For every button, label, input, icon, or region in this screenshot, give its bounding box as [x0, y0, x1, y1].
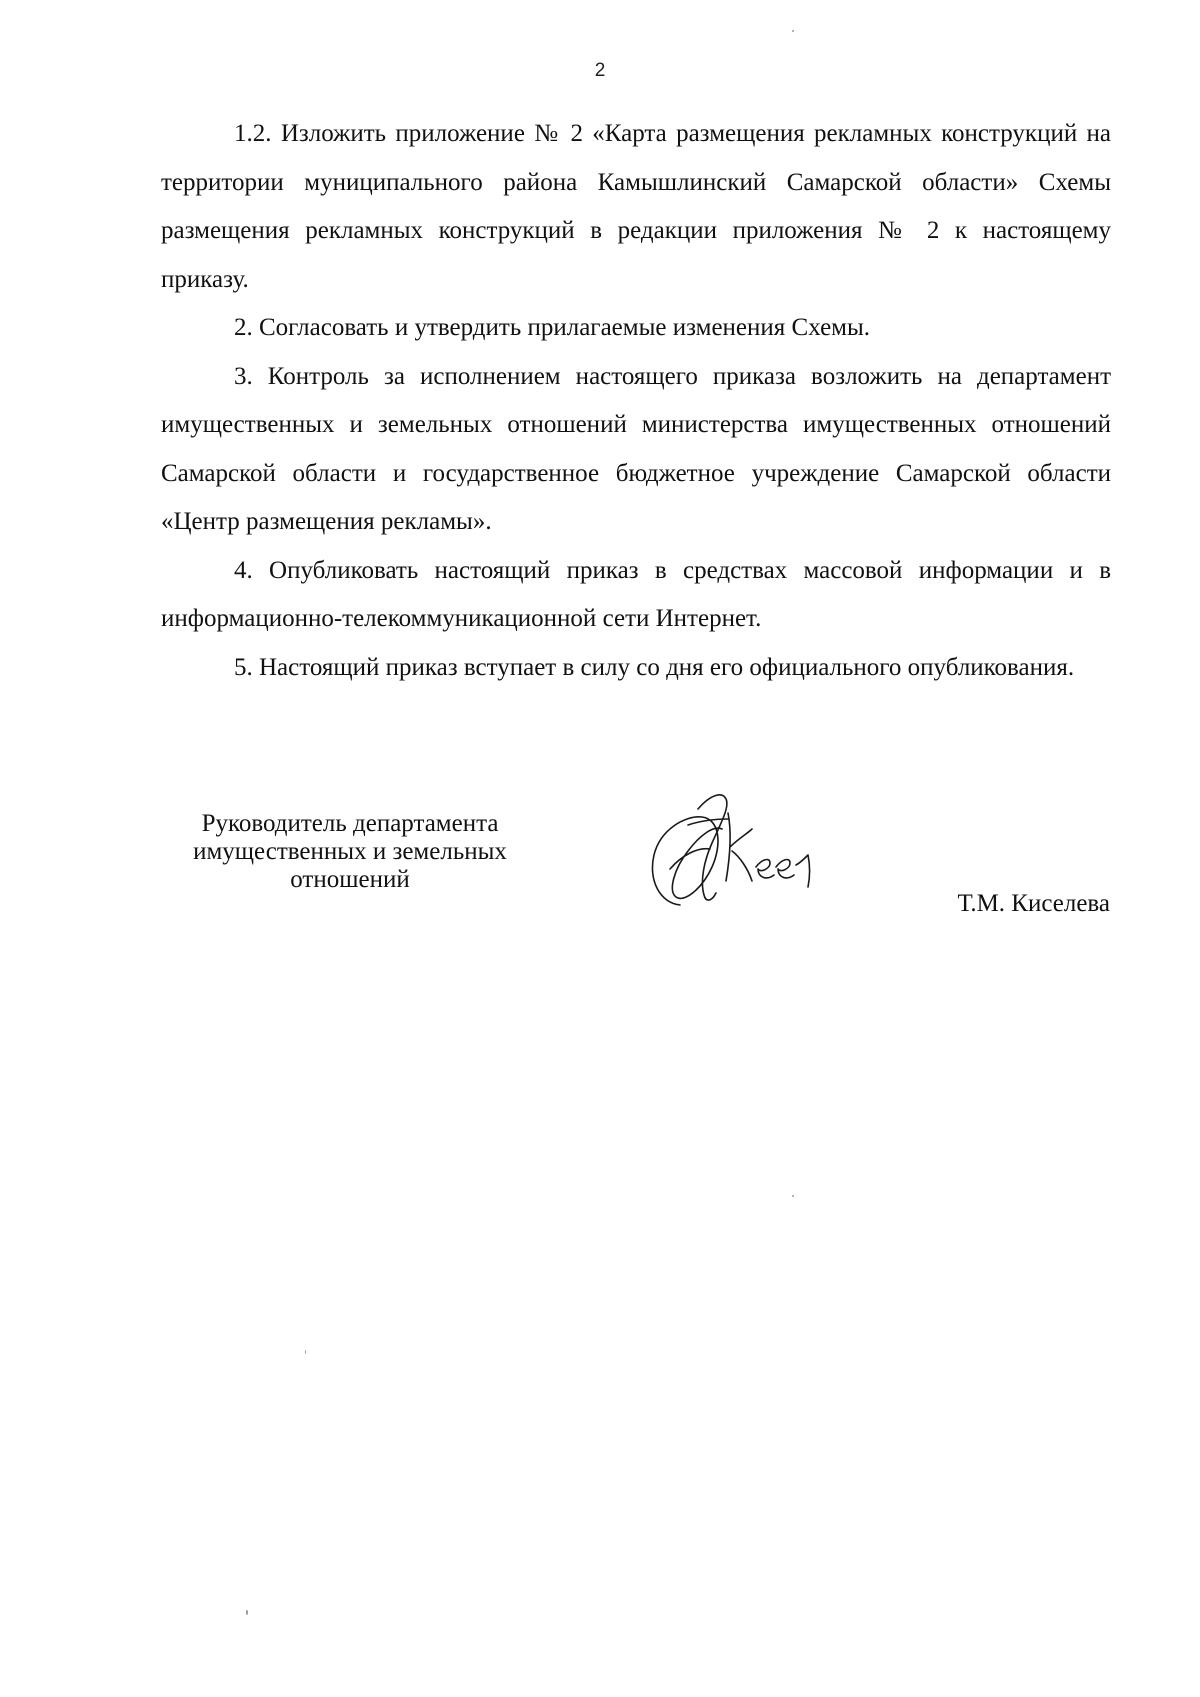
signatory-name: Т.М. Киселева — [957, 890, 1110, 917]
scan-speck — [305, 1350, 306, 1354]
paragraph-3: 3. Контроль за исполнением настоящего приказа возложить на департамент имущественных и земельных отношений министерства имущественных отношений Самарской области и государственное бюджетное учреждение Самарской области «Центр размещения рекламы». — [161, 362, 1111, 535]
signature-block — [0, 810, 1200, 930]
scan-speck — [792, 30, 794, 32]
signatory-position — [160, 810, 540, 894]
document-body — [161, 110, 1111, 692]
paragraph-4: 4. Опубликовать настоящий приказ в средствах массовой информации и в информационно-телекоммуникационной сети Интернет. — [161, 556, 1111, 632]
page-number: 2 — [594, 60, 606, 81]
paragraph-5: 5. Настоящий приказ вступает в силу со дня его официального опубликования. — [234, 653, 1075, 681]
signatory-position-line: Руководитель департамента — [201, 810, 499, 837]
signatory-position-line: имущественных и земельных — [193, 838, 507, 865]
signatory-position-line: отношений — [290, 866, 410, 893]
paragraph-1-2: 1.2. Изложить приложение № 2 «Карта размещения рекламных конструкций на территории муниципального района Камышлинский Самарской области» Схемы размещения рекламных конструкций в редакции приложения № 2 к настоящему приказу. — [161, 120, 1111, 293]
paragraph-2: 2. Согласовать и утвердить прилагаемые изменения Схемы. — [234, 314, 871, 341]
scan-speck — [246, 1610, 248, 1615]
scan-speck — [792, 1195, 794, 1197]
handwritten-signature — [640, 785, 830, 915]
